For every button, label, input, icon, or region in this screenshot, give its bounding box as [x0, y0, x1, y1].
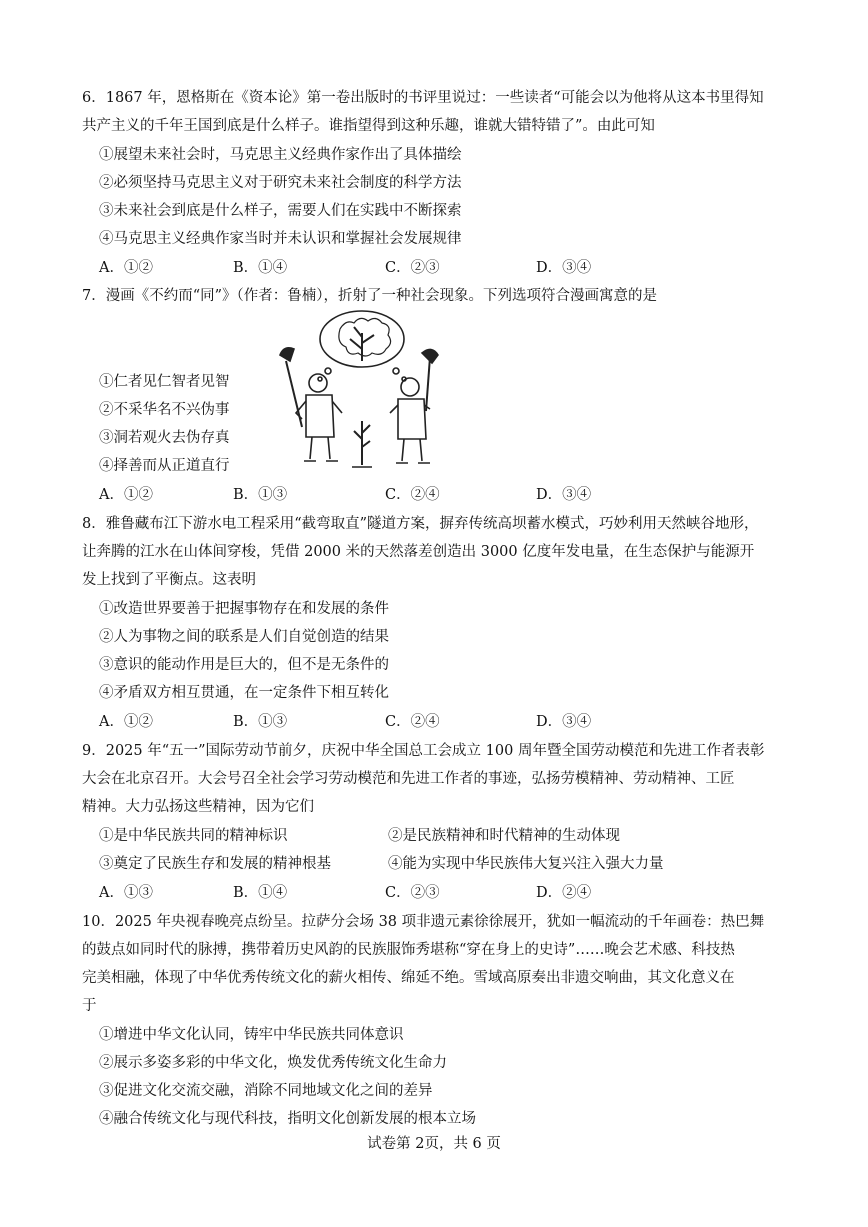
q7-choice-c: C．②④: [385, 487, 440, 503]
q10-option-1: ①增进中华文化认同，铸牢中华民族共同体意识: [99, 1027, 404, 1043]
q9-option-3: ③奠定了民族生存和发展的精神根基: [99, 856, 331, 872]
q9-stem-line1: 9．2025 年“五一”国际劳动节前夕，庆祝中华全国总工会成立 100 周年暨全国劳动模范和先进工作者表彰: [82, 743, 765, 759]
q9-stem-line2: 大会在北京召开。大会号召全社会学习劳动模范和先进工作者的事迹，弘扬劳模精神、劳动精神、工匠: [82, 771, 735, 787]
page-footer: 试卷第 2页，共 6 页: [367, 1136, 501, 1152]
q9-choice-d: D．②④: [536, 885, 592, 901]
q8-choice-d: D．③④: [536, 714, 592, 730]
q8-stem-line1: 8．雅鲁藏布江下游水电工程采用“截弯取直”隧道方案，摒弃传统高坝蓄水模式，巧妙利用天然峡谷地形，: [82, 516, 759, 532]
q7-option-2: ②不采华名不兴伪事: [99, 402, 230, 418]
q6-choice-a: A．①②: [99, 260, 153, 276]
q9-choice-b: B．①④: [233, 885, 288, 901]
q10-option-2: ②展示多姿多彩的中华文化，焕发优秀传统文化生命力: [99, 1055, 447, 1071]
q9-option-4: ④能为实现中华民族伟大复兴注入强大力量: [388, 856, 664, 872]
q9-option-2: ②是民族精神和时代精神的生动体现: [388, 828, 620, 844]
cartoon-illustration: [262, 309, 462, 475]
q6-choice-d: D．③④: [536, 260, 592, 276]
q7-stem-line1: 7．漫画《不约而“同”》（作者：鲁楠），折射了一种社会现象。下列选项符合漫画寓意的是: [82, 288, 658, 304]
q6-option-1: ①展望未来社会时，马克思主义经典作家作出了具体描绘: [99, 147, 462, 163]
q7-choice-a: A．①②: [99, 487, 153, 503]
q9-stem-line3: 精神。大力弘扬这些精神，因为它们: [82, 799, 314, 815]
q9-choice-a: A．①③: [99, 885, 153, 901]
q6-option-3: ③未来社会到底是什么样子，需要人们在实践中不断探索: [99, 203, 462, 219]
q8-choice-c: C．②④: [385, 714, 440, 730]
q6-option-4: ④马克思主义经典作家当时并未认识和掌握社会发展规律: [99, 231, 462, 247]
q8-choice-a: A．①②: [99, 714, 153, 730]
q8-stem-line2: 让奔腾的江水在山体间穿梭，凭借 2000 米的天然落差创造出 3000 亿度年发电量，在生态保护与能源开: [82, 544, 755, 560]
q7-option-1: ①仁者见仁智者见智: [99, 374, 230, 390]
q6-stem-line1: 6．1867 年，恩格斯在《资本论》第一卷出版时的书评里说过：一些读者“可能会以为他将从这本书里得知: [82, 90, 764, 106]
q7-choice-d: D．③④: [536, 487, 592, 503]
q8-option-3: ③意识的能动作用是巨大的，但不是无条件的: [99, 657, 389, 673]
q6-choice-c: C．②③: [385, 260, 440, 276]
q8-option-2: ②人为事物之间的联系是人们自觉创造的结果: [99, 629, 389, 645]
q7-option-3: ③洞若观火去伪存真: [99, 430, 230, 446]
q10-stem-line2: 的鼓点如同时代的脉搏，携带着历史风韵的民族服饰秀堪称“穿在身上的史诗”……晚会艺术感、科技热: [82, 942, 735, 958]
q10-stem-line3: 完美相融，体现了中华优秀传统文化的薪火相传、绵延不绝。雪域高原奏出非遗交响曲，其文化意义在: [82, 970, 735, 986]
q9-option-1: ①是中华民族共同的精神标识: [99, 828, 288, 844]
q6-stem-line2: 共产主义的千年王国到底是什么样子。谁指望得到这种乐趣，谁就大错特错了”。由此可知: [82, 118, 655, 134]
q8-stem-line3: 发上找到了平衡点。这表明: [82, 572, 256, 588]
q10-stem-line4: 于: [82, 998, 97, 1014]
q7-choice-b: B．①③: [233, 487, 288, 503]
q6-option-2: ②必须坚持马克思主义对于研究未来社会制度的科学方法: [99, 175, 462, 191]
q10-stem-line1: 10．2025 年央视春晚亮点纷呈。拉萨分会场 38 项非遗元素徐徐展开，犹如一幅流动的千年画卷：热巴舞: [82, 914, 765, 930]
q6-choice-b: B．①④: [233, 260, 288, 276]
q7-option-4: ④择善而从正道直行: [99, 458, 230, 474]
q10-option-3: ③促进文化交流交融，消除不同地域文化之间的差异: [99, 1083, 433, 1099]
q10-option-4: ④融合传统文化与现代科技，指明文化创新发展的根本立场: [99, 1111, 476, 1127]
q9-choice-c: C．②③: [385, 885, 440, 901]
q8-choice-b: B．①③: [233, 714, 288, 730]
q8-option-4: ④矛盾双方相互贯通，在一定条件下相互转化: [99, 685, 389, 701]
q8-option-1: ①改造世界要善于把握事物存在和发展的条件: [99, 601, 389, 617]
